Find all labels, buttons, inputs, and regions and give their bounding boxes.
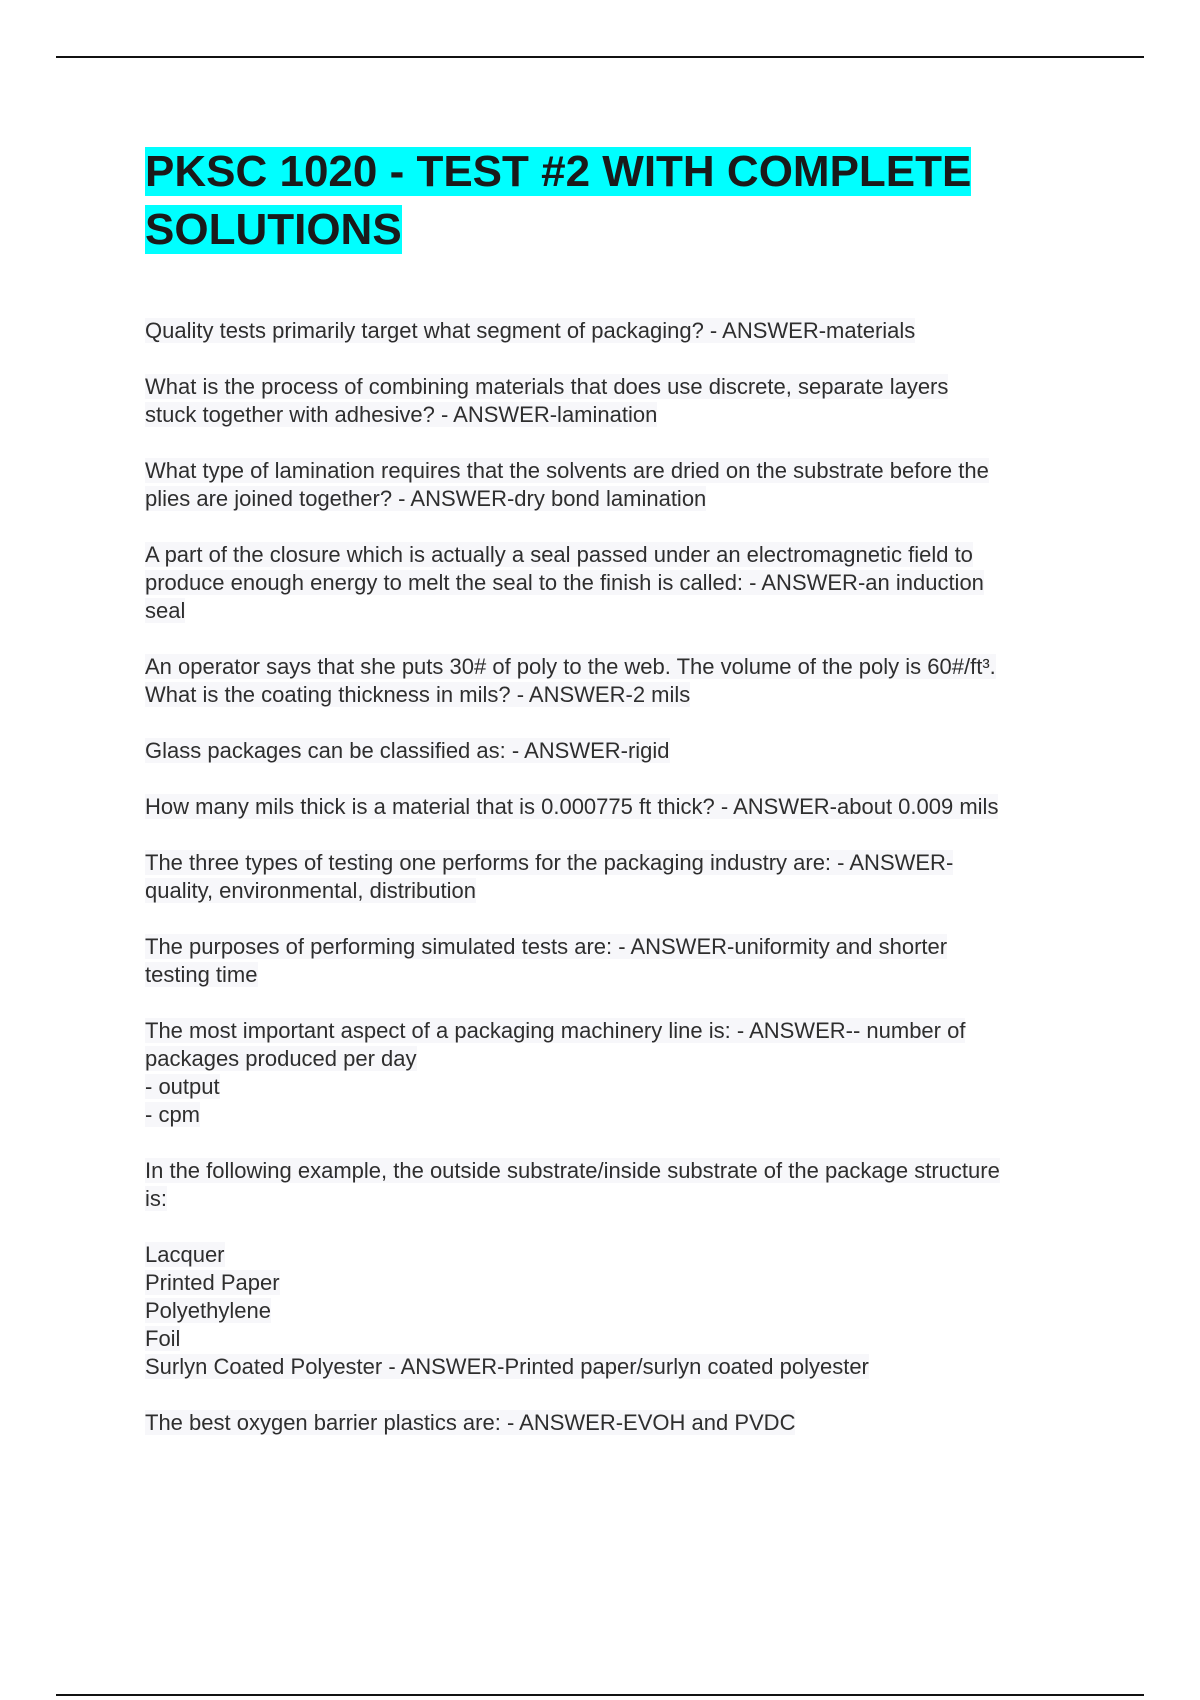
title-highlight: PKSC 1020 - TEST #2 WITH COMPLETE SOLUTIONS (145, 147, 972, 254)
question-answer-item (145, 849, 1095, 905)
qa-text: The best oxygen barrier plastics are: - ANSWER-EVOH and PVDC (145, 1410, 796, 1435)
qa-text: Quality tests primarily target what segment of packaging? - ANSWER-materials (145, 318, 916, 343)
question-answer-item (145, 933, 1095, 989)
question-answer-item (145, 1017, 1095, 1129)
qa-text: What is the process of combining materials that does use discrete, separate layers stuck together with adhesive? - ANSWER-lamination (145, 374, 949, 427)
question-answer-item (145, 541, 1095, 625)
question-answer-item (145, 1409, 1095, 1437)
qa-text: A part of the closure which is actually a seal passed under an electromagnetic field to produce enough energy to melt the seal to the finish is called: - ANSWER-an induction seal (145, 542, 984, 623)
question-answer-item (145, 737, 1095, 765)
question-answer-item (145, 1157, 1095, 1381)
document-body (145, 143, 1095, 1465)
question-answer-item (145, 373, 1095, 429)
question-answer-item (145, 317, 1095, 345)
qa-text: How many mils thick is a material that is 0.000775 ft thick? - ANSWER-about 0.009 mils (145, 794, 999, 819)
question-list (145, 317, 1095, 1437)
question-answer-item (145, 457, 1095, 513)
qa-text: What type of lamination requires that the solvents are dried on the substrate before the plies are joined together? - ANSWER-dry bond lamination (145, 458, 989, 511)
footer-rule (56, 1694, 1144, 1696)
qa-text: An operator says that she puts 30# of poly to the web. The volume of the poly is 60#/ft³. What is the coating thickness in mils? - ANSWER-2 mils (145, 654, 996, 707)
qa-text: In the following example, the outside substrate/inside substrate of the package structure is: Lacquer Printed Paper Polyethylene Foil Surlyn Coated Polyester - ANSWER-Printed paper/surlyn coated polyester (145, 1158, 1000, 1379)
qa-text: The purposes of performing simulated tests are: - ANSWER-uniformity and shorter testing time (145, 934, 948, 987)
qa-text: Glass packages can be classified as: - ANSWER-rigid (145, 738, 670, 763)
question-answer-item (145, 653, 1095, 709)
question-answer-item (145, 793, 1095, 821)
qa-text: The most important aspect of a packaging machinery line is: - ANSWER-- number of packages produced per day - output - cpm (145, 1018, 966, 1127)
header-rule (56, 56, 1144, 58)
document-title (145, 143, 1095, 259)
qa-text: The three types of testing one performs for the packaging industry are: - ANSWER- quality, environmental, distribution (145, 850, 954, 903)
